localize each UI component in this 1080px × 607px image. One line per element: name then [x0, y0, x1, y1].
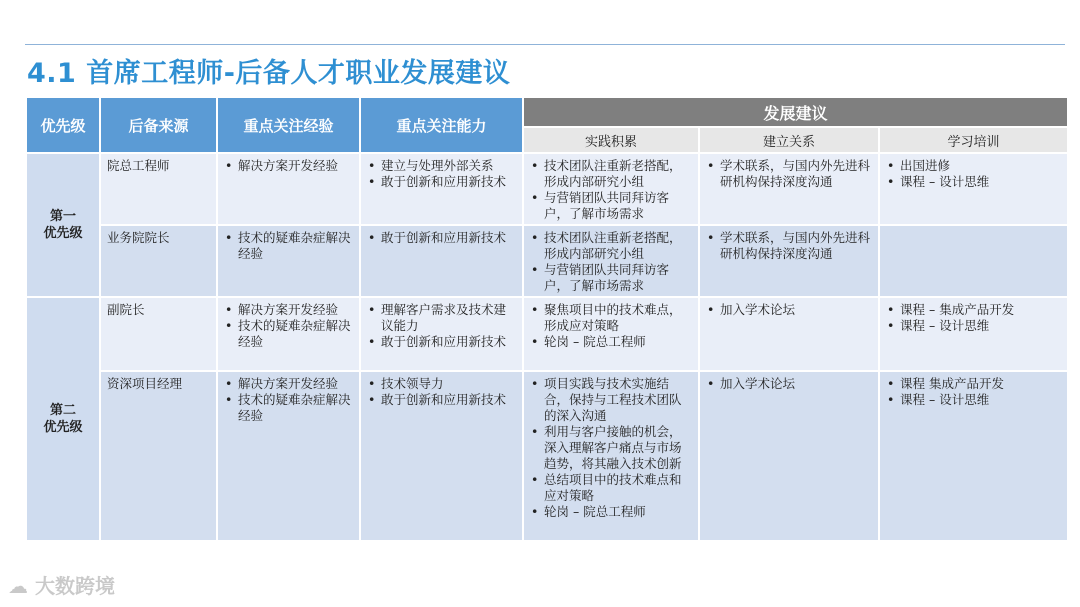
ability-cell	[361, 154, 522, 224]
practice-cell	[524, 372, 698, 540]
list-item: • 与营销团队共同拜访客户，了解市场需求	[544, 190, 692, 222]
header-priority: 优先级	[27, 98, 99, 152]
list-item: • 加入学术论坛	[720, 302, 872, 318]
priority-label-line: 优先级	[43, 226, 83, 241]
practice-cell	[524, 154, 698, 224]
source-cell: 副院长	[101, 298, 216, 370]
training-cell	[880, 372, 1067, 540]
list-item: • 轮岗 – 院总工程师	[544, 334, 692, 350]
list-item: • 学术联系，与国内外先进科研机构保持深度沟通	[720, 230, 872, 262]
list-item: • 利用与客户接触的机会，深入理解客户痛点与市场趋势，将其融入技术创新	[544, 424, 692, 472]
list-item: • 课程 – 设计思维	[900, 318, 1061, 334]
experience-cell	[218, 372, 359, 540]
list-item: • 解决方案开发经验	[238, 302, 353, 318]
list-item: • 出国进修	[900, 158, 1061, 174]
relations-cell	[700, 226, 878, 296]
list-item: • 理解客户需求及技术建议能力	[381, 302, 516, 334]
watermark-text: 大数跨境	[34, 574, 115, 598]
list-item: • 技术团队注重新老搭配，形成内部研究小组	[544, 158, 692, 190]
priority-label-line: 第一	[49, 209, 76, 224]
training-cell	[880, 226, 1067, 296]
ability-cell	[361, 226, 522, 296]
watermark-logo	[8, 570, 115, 599]
header-experience: 重点关注经验	[218, 98, 359, 152]
table-row	[27, 372, 1067, 540]
list-item: • 技术团队注重新老搭配，形成内部研究小组	[544, 230, 692, 262]
list-item: • 课程 – 设计思维	[900, 392, 1061, 408]
watermark-icon: ☁	[8, 574, 28, 598]
list-item: • 敢于创新和应用新技术	[381, 392, 516, 408]
list-item: • 解决方案开发经验	[238, 376, 353, 392]
experience-cell	[218, 154, 359, 224]
source-cell: 院总工程师	[101, 154, 216, 224]
list-item: • 聚焦项目中的技术难点，形成应对策略	[544, 302, 692, 334]
table-row	[27, 154, 1067, 224]
list-item: • 学术联系，与国内外先进科研机构保持深度沟通	[720, 158, 872, 190]
list-item: • 敢于创新和应用新技术	[381, 174, 516, 190]
relations-cell	[700, 372, 878, 540]
training-cell	[880, 298, 1067, 370]
list-item: • 技术的疑难杂症解决经验	[238, 230, 353, 262]
list-item: • 与营销团队共同拜访客户，了解市场需求	[544, 262, 692, 294]
list-item: • 课程 集成产品开发	[900, 376, 1061, 392]
relations-cell	[700, 154, 878, 224]
page-title: 4.1 首席工程师-后备人才职业发展建议	[27, 58, 511, 89]
list-item: • 技术的疑难杂症解决经验	[238, 392, 353, 424]
list-item: • 加入学术论坛	[720, 376, 872, 392]
list-item: • 总结项目中的技术难点和应对策略	[544, 472, 692, 504]
table-row	[27, 298, 1067, 370]
list-item: • 敢于创新和应用新技术	[381, 334, 516, 350]
priority-group-2	[27, 298, 99, 540]
list-item: • 课程 – 集成产品开发	[900, 302, 1061, 318]
source-cell: 资深项目经理	[101, 372, 216, 540]
priority-label-line: 第二	[49, 403, 76, 418]
top-divider	[25, 44, 1065, 45]
priority-label-line: 优先级	[43, 420, 83, 435]
list-item: • 项目实践与技术实施结合，保持与工程技术团队的深入沟通	[544, 376, 692, 424]
development-table	[25, 96, 1069, 542]
header-practice: 实践积累	[524, 128, 698, 152]
source-cell: 业务院院长	[101, 226, 216, 296]
list-item: • 敢于创新和应用新技术	[381, 230, 516, 246]
header-development: 发展建议	[524, 98, 1067, 126]
header-relations: 建立关系	[700, 128, 878, 152]
experience-cell	[218, 226, 359, 296]
header-ability: 重点关注能力	[361, 98, 522, 152]
list-item: • 解决方案开发经验	[238, 158, 353, 174]
list-item: • 技术的疑难杂症解决经验	[238, 318, 353, 350]
list-item: • 课程 – 设计思维	[900, 174, 1061, 190]
relations-cell	[700, 298, 878, 370]
priority-group-1	[27, 154, 99, 296]
list-item: • 轮岗 – 院总工程师	[544, 504, 692, 520]
list-item: • 建立与处理外部关系	[381, 158, 516, 174]
experience-cell	[218, 298, 359, 370]
ability-cell	[361, 298, 522, 370]
table-row	[27, 226, 1067, 296]
ability-cell	[361, 372, 522, 540]
practice-cell	[524, 298, 698, 370]
header-source: 后备来源	[101, 98, 216, 152]
list-item: • 技术领导力	[381, 376, 516, 392]
training-cell	[880, 154, 1067, 224]
practice-cell	[524, 226, 698, 296]
header-training: 学习培训	[880, 128, 1067, 152]
